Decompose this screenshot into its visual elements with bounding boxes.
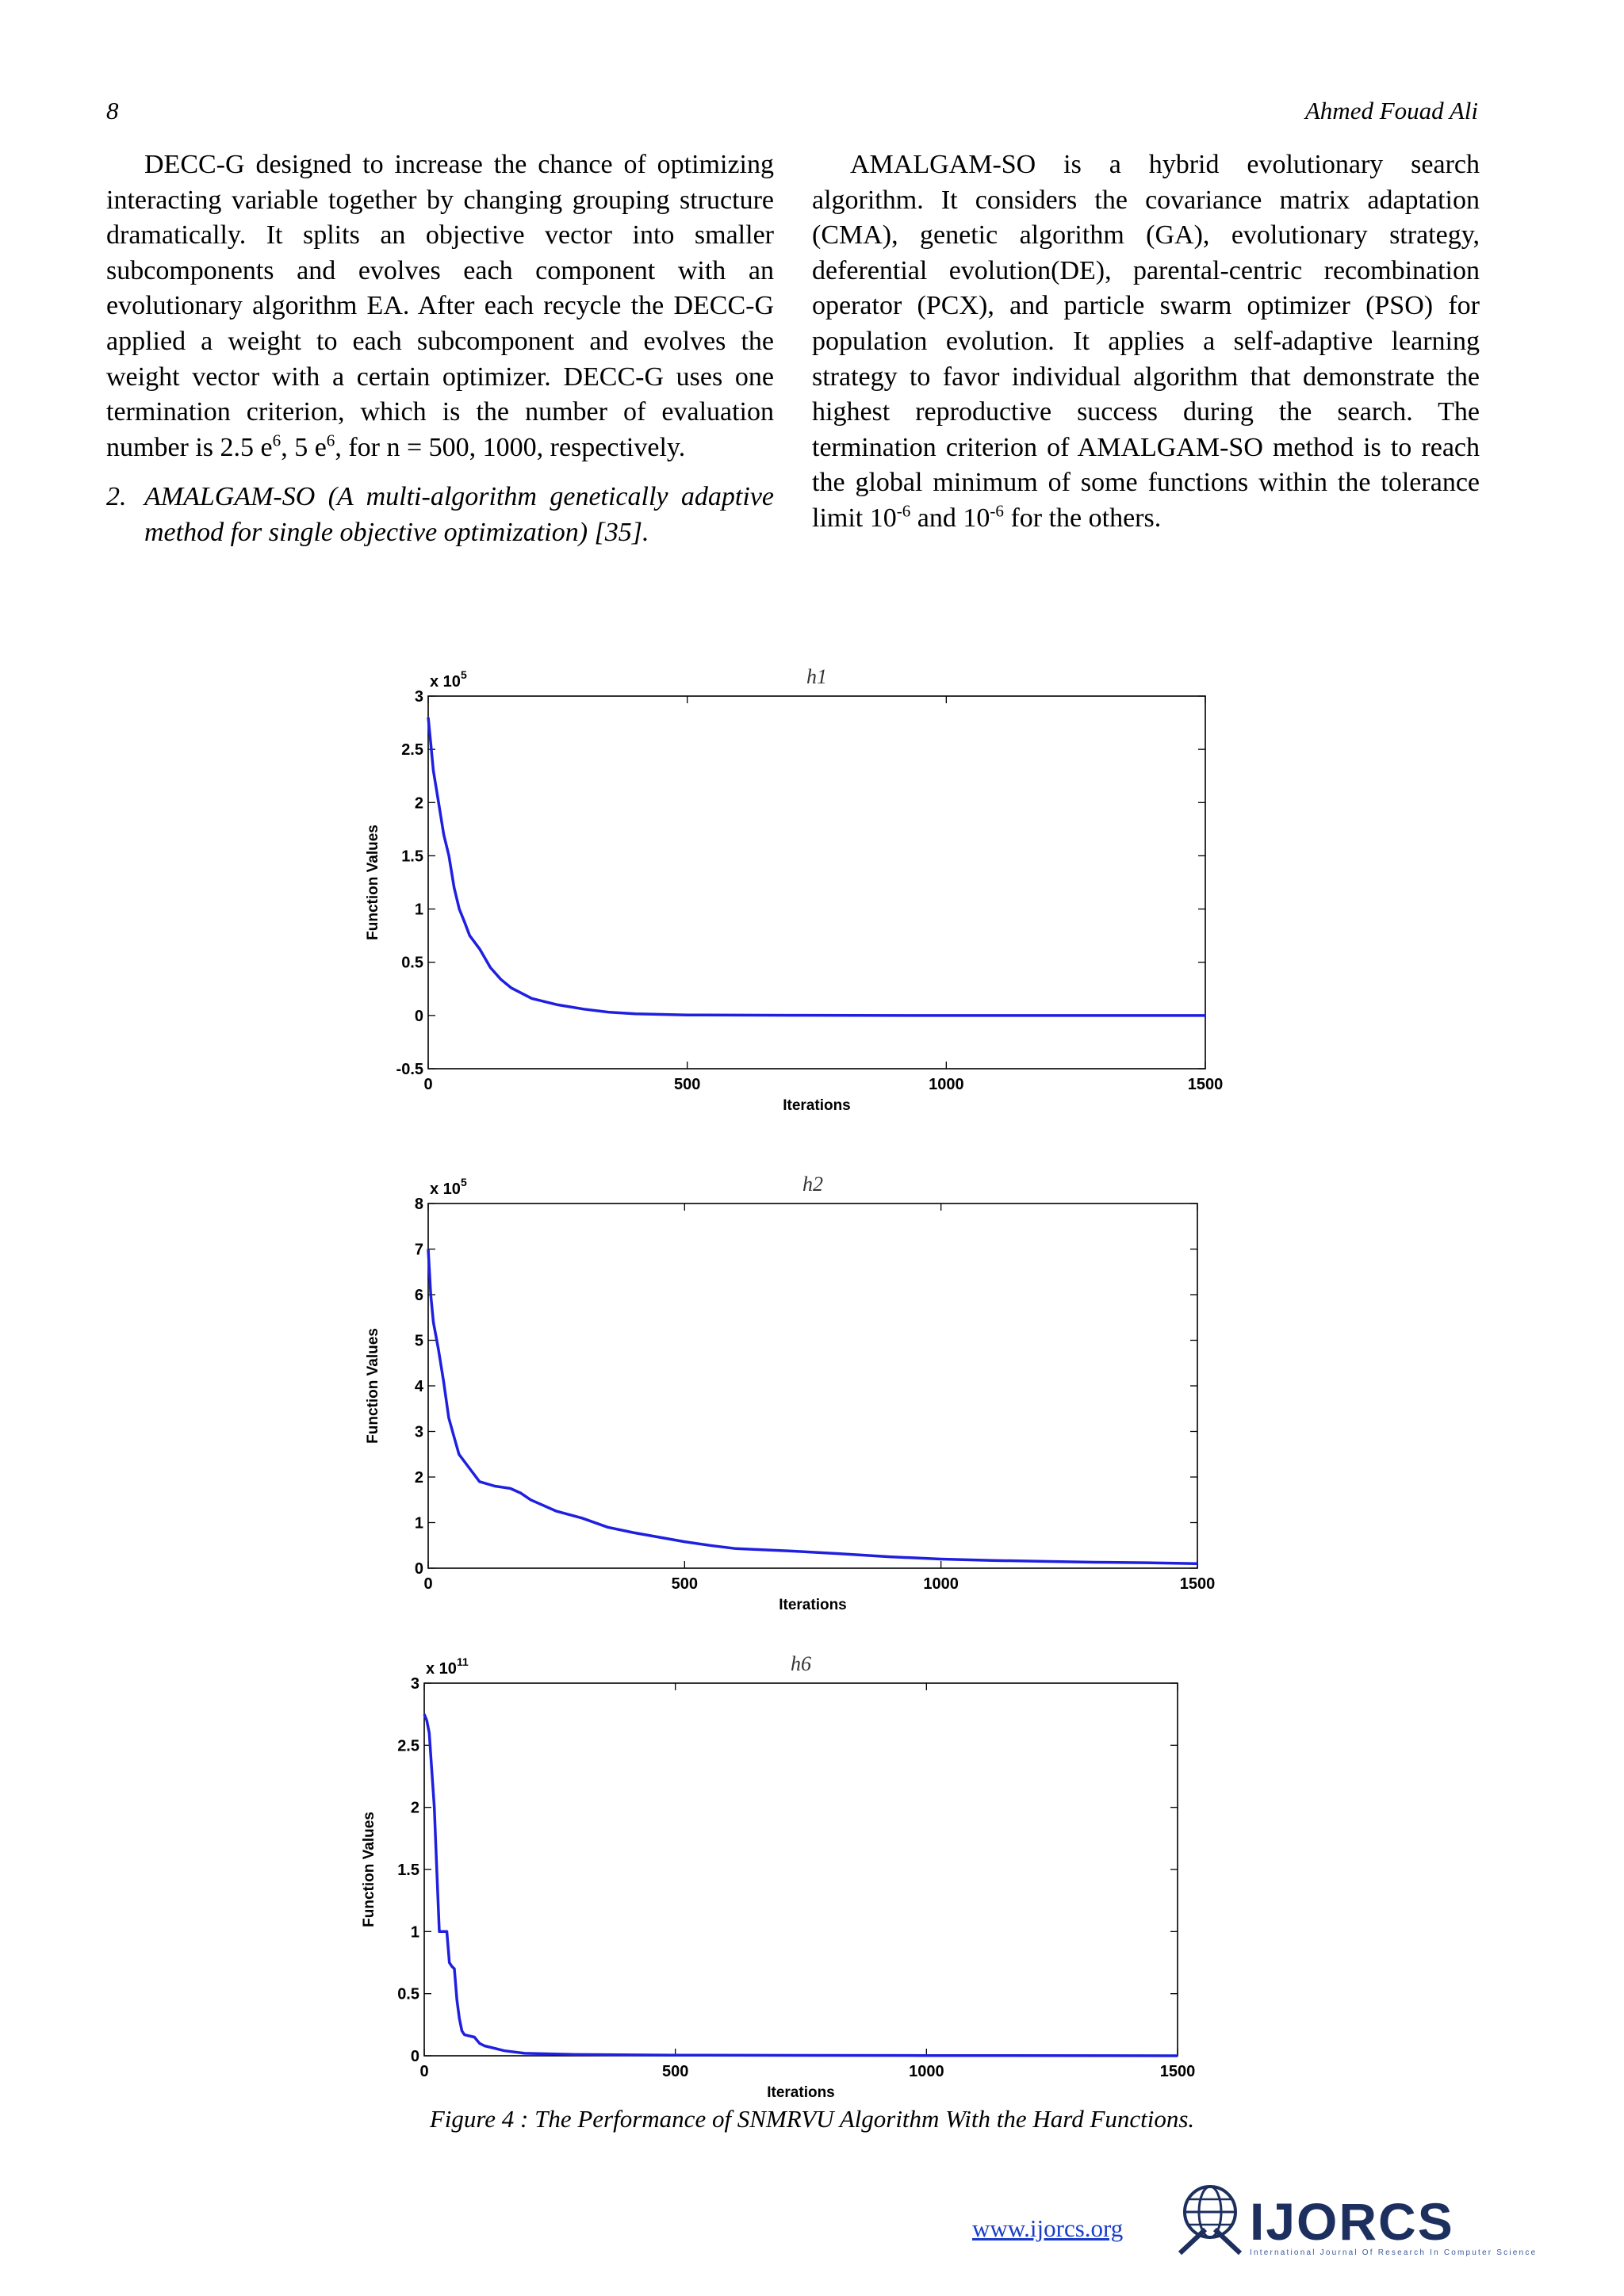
y-multiplier: x $10^{11}$ [426, 1655, 469, 1678]
chart-h6 [349, 1645, 1237, 2101]
x-axis-label: Iterations [783, 1097, 851, 1114]
x-axis-label: Iterations [779, 1597, 847, 1613]
x-tick-label: 1500 [1159, 2063, 1196, 2080]
x-axis-label: Iterations [767, 2084, 835, 2101]
y-multiplier-exponent: 5 [460, 668, 467, 681]
y-tick-label: 2 [414, 1469, 423, 1487]
y-tick-label: 0 [414, 1560, 423, 1578]
y-tick-label: 6 [414, 1287, 423, 1304]
x-tick-label: 500 [673, 1076, 701, 1093]
globe-icon [1174, 2180, 1248, 2260]
page-number: 8 [106, 97, 119, 124]
x-tick-label: 1500 [1179, 1575, 1216, 1593]
decc-g-paragraph: DECC-G designed to increase the chance of optimizing interacting variable together by changing grouping structure dramatically. It splits an objective vector into smaller subcomponents and evolves each component with an evolutionary algorithm EA. After each recycle the DECC-G applied a weight to each subcomponent and evolves the weight vector with a certain optimizer. DECC-G uses one termination criterion, which is the number of evaluation number is 2.5 $e^6$, 5 $e^6$, for n = 500, 1000, respectively. [106, 150, 774, 462]
plot-frame [428, 696, 1205, 1069]
y-tick-label: 8 [414, 1196, 423, 1213]
y-multiplier-exponent: 5 [460, 1176, 467, 1188]
x-tick-label: 1000 [909, 2063, 944, 2080]
y-tick-label: 0 [414, 1007, 423, 1025]
x-tick-label: 1500 [1187, 1076, 1224, 1093]
figure-caption: Figure 4 : The Performance of SNMRVU Algorithm With the Hard Functions. [429, 2105, 1195, 2133]
chart-h2 [349, 1165, 1237, 1617]
y-tick-label: 1 [410, 1923, 419, 1942]
y-tick-label: 0.5 [401, 954, 423, 972]
journal-url-link[interactable]: www.ijorcs.org [972, 2214, 1124, 2242]
plot-frame [424, 1683, 1178, 2056]
y-tick-label: 0.5 [397, 1985, 419, 2003]
left-column [106, 147, 774, 551]
list-item-text: AMALGAM-SO (A multi-algorithm genetically adaptive method for single objective optimization) [35]. [144, 482, 774, 547]
plot-frame [428, 1203, 1197, 1568]
ijorcs-logo [1174, 2180, 1538, 2267]
y-tick-label: 2.5 [397, 1737, 419, 1755]
x-tick-label: 1000 [929, 1076, 964, 1093]
y-tick-label: 2 [410, 1799, 419, 1817]
y-multiplier-exponent: 11 [456, 1655, 469, 1668]
x-tick-label: 0 [419, 2063, 429, 2080]
x-tick-label: 500 [661, 2063, 689, 2080]
x-tick-label: 500 [671, 1575, 699, 1593]
chart-title: h1 [806, 665, 827, 688]
y-axis-label: Function Values [361, 1812, 377, 1927]
y-tick-label: 3 [414, 1423, 423, 1441]
y-tick-label: -0.5 [396, 1061, 423, 1078]
y-tick-label: 0 [410, 2048, 419, 2065]
y-multiplier: x $10^5$ [430, 668, 467, 691]
y-tick-label: 1.5 [401, 848, 423, 866]
chart-title: h6 [791, 1652, 811, 1675]
amalgam-so-paragraph: AMALGAM-SO is a hybrid evolutionary search algorithm. It considers the covariance matrix adaptation (CMA), genetic algorithm (GA), evolutionary strategy, deferential evolution(DE), parental-centric recombination operator (PCX), and particle swarm optimizer (PSO) for population evolution. It applies a self-adaptive learning strategy to favor individual algorithm that demonstrate the highest reproductive success during the search. The termination criterion of AMALGAM-SO method is to reach the global minimum of some functions within the tolerance limit $10^{-6}$ and $10^{-6}$ for the others. [812, 150, 1480, 533]
x-tick-label: 0 [423, 1076, 433, 1093]
y-tick-label: 2.5 [401, 741, 423, 760]
y-axis-label: Function Values [365, 825, 381, 940]
x-tick-label: 0 [423, 1575, 433, 1593]
x-tick-label: 1000 [923, 1575, 959, 1593]
y-tick-label: 4 [414, 1378, 423, 1395]
y-tick-label: 3 [414, 688, 423, 706]
y-tick-label: 5 [414, 1332, 423, 1350]
chart-title: h2 [802, 1173, 823, 1196]
right-column [812, 147, 1480, 537]
y-tick-label: 1 [414, 1514, 423, 1533]
y-axis-label: Function Values [365, 1328, 381, 1444]
y-tick-label: 1 [414, 901, 423, 919]
y-tick-label: 1.5 [397, 1862, 419, 1879]
running-author: Ahmed Fouad Ali [1304, 97, 1478, 124]
chart-h1 [349, 658, 1237, 1118]
y-multiplier: x $10^5$ [430, 1176, 467, 1198]
page-header [106, 97, 1478, 132]
logo-wordmark: IJORCS [1250, 2192, 1454, 2251]
y-tick-label: 2 [414, 794, 423, 813]
logo-tagline: International Journal Of Research In Computer Science [1250, 2248, 1538, 2257]
list-item-number: 2. [106, 482, 127, 512]
y-tick-label: 3 [410, 1675, 419, 1693]
y-tick-label: 7 [414, 1241, 423, 1259]
list-item-amalgam-so [106, 480, 774, 550]
